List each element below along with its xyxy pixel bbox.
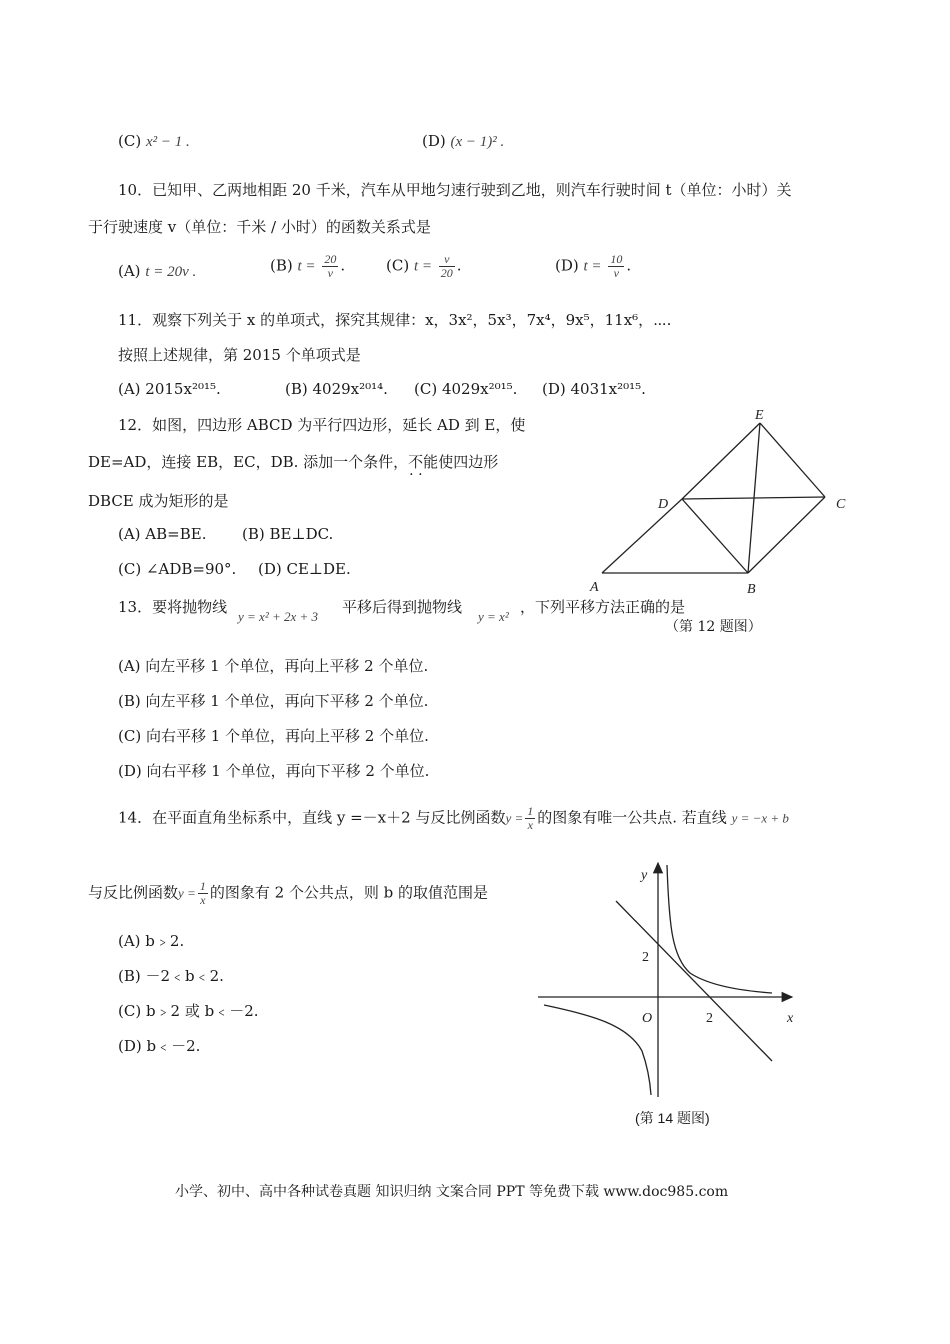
q12-option-a: (A) AB=BE. [118, 525, 207, 543]
q11-stem-line1: 11．观察下列关于 x 的单项式，探究其规律：x，3x²，5x³，7x⁴，9x⁵，11x⁶，⋯. [118, 311, 672, 329]
q10-option-b-fraction: $\frac{20}{v}$ [324, 252, 337, 280]
q11-stem-line2: 按照上述规律，第 2015 个单项式是 [118, 346, 361, 364]
q9-option-d: (D) (x − 1)² . [422, 132, 505, 150]
q12-stem-line1: 12．如图，四边形 ABCD 为平行四边形，延长 AD 到 E，使 [118, 416, 526, 434]
q14-option-c: (C) b﹥2 或 b﹤－2. [118, 1002, 259, 1020]
q11-option-a: (A) 2015x²⁰¹⁵. [118, 380, 221, 398]
q10-option-c-fraction: $\frac{v}{20}$ [440, 252, 453, 280]
q14-hyperbola-q3 [544, 1005, 651, 1095]
q12-stem-line3: DBCE 成为矩形的是 [88, 492, 229, 510]
q14-stem-line2: 与反比例函数y = $\frac{1}{x}$ 的图象有 2 个公共点，则 b 的取值范围是 [88, 879, 489, 907]
q13-option-c: (C) 向右平移 1 个单位，再向上平移 2 个单位. [118, 727, 429, 745]
q12-label-a: A [590, 580, 599, 595]
q14-label-y: y [641, 868, 648, 883]
q13-option-b: (B) 向左平移 1 个单位，再向下平移 2 个单位. [118, 692, 429, 710]
q13-stem-end: ，下列平移方法正确的是 [520, 598, 686, 616]
q11-option-c: (C) 4029x²⁰¹⁵. [414, 380, 518, 398]
q10-option-c: (C) t = $\frac{v}{20}$ . [386, 252, 462, 280]
q12-option-b: (B) BE⊥DC. [242, 525, 334, 543]
q14-figure-caption: (第 14 题图) [635, 1110, 710, 1126]
q14-option-a: (A) b﹥2. [118, 932, 185, 950]
q12-stem-line2: DE=AD，连接 EB，EC，DB. 添加一个条件，不能 · ·使四边形 [88, 451, 498, 472]
q13-expr-original: y = x² + 2x + 3 [238, 609, 319, 624]
q12-emphasis-not: 不能 · · [408, 453, 438, 471]
q14-line [616, 901, 772, 1061]
q12-label-c: C [836, 497, 846, 512]
q14-hyperbola-q1 [667, 865, 772, 993]
q12-label-e: E [755, 408, 764, 423]
page-footer: 小学、初中、高中各种试卷真题 知识归纳 文案合同 PPT 等免费下载 www.doc985.com [175, 1184, 729, 1200]
q12-label-b: B [747, 582, 756, 597]
q14-label-origin: O [642, 1011, 653, 1026]
q10-option-b: (B) t = $\frac{20}{v}$ . [270, 252, 346, 280]
q14-fraction-1: $\frac{1}{x}$ [527, 804, 534, 832]
q13-stem-line1: 13．要将抛物线 [118, 598, 228, 616]
q12-figure-caption: （第 12 题图） [665, 619, 762, 635]
q13-option-a: (A) 向左平移 1 个单位，再向上平移 2 个单位. [118, 657, 429, 675]
q12-option-d: (D) CE⊥DE. [258, 560, 351, 578]
q14-figure [530, 855, 820, 1105]
q13-option-d: (D) 向右平移 1 个单位，再向下平移 2 个单位. [118, 762, 430, 780]
q10-option-d-fraction: $\frac{10}{v}$ [610, 252, 623, 280]
q12-option-c: (C) ∠ADB=90°. [118, 560, 237, 578]
q14-label-y-intercept: 2 [642, 950, 649, 965]
q14-option-d: (D) b﹤－2. [118, 1037, 201, 1055]
q12-figure [580, 405, 860, 605]
q14-label-x: x [787, 1011, 794, 1026]
q14-option-b: (B) －2﹤b﹤2. [118, 967, 224, 985]
q14-fraction-2: $\frac{1}{x}$ [199, 879, 206, 907]
q10-stem-line2: 于行驶速度 v（单位：千米 / 小时）的函数关系式是 [88, 218, 431, 236]
q9-option-d-expr: (x − 1)² . [450, 134, 505, 150]
q13-expr-target: y = x² [478, 609, 509, 624]
q11-option-d: (D) 4031x²⁰¹⁵. [542, 380, 646, 398]
q9-option-c: (C) x² − 1 . [118, 132, 190, 150]
q12-label-d: D [658, 497, 669, 512]
q14-label-x-intercept: 2 [706, 1011, 713, 1026]
q10-stem-line1: 10．已知甲、乙两地相距 20 千米，汽车从甲地匀速行驶到乙地，则汽车行驶时间 t（单位：小时）关 [118, 181, 792, 199]
q10-option-d: (D) t = $\frac{10}{v}$ . [555, 252, 632, 280]
q9-option-c-expr: x² − 1 . [145, 134, 190, 150]
q14-stem-line1: 14．在平面直角坐标系中，直线 y =－x＋2 与反比例函数y = $\frac{1}{x}$ 的图象有唯一公共点. 若直线 y = −x + b [118, 804, 789, 832]
q10-option-a: (A) t = 20v . [118, 262, 197, 280]
q13-stem-mid: 平移后得到抛物线 [342, 598, 463, 616]
q14-line-expr: y = −x + b [731, 810, 789, 826]
q11-option-b: (B) 4029x²⁰¹⁴. [285, 380, 388, 398]
